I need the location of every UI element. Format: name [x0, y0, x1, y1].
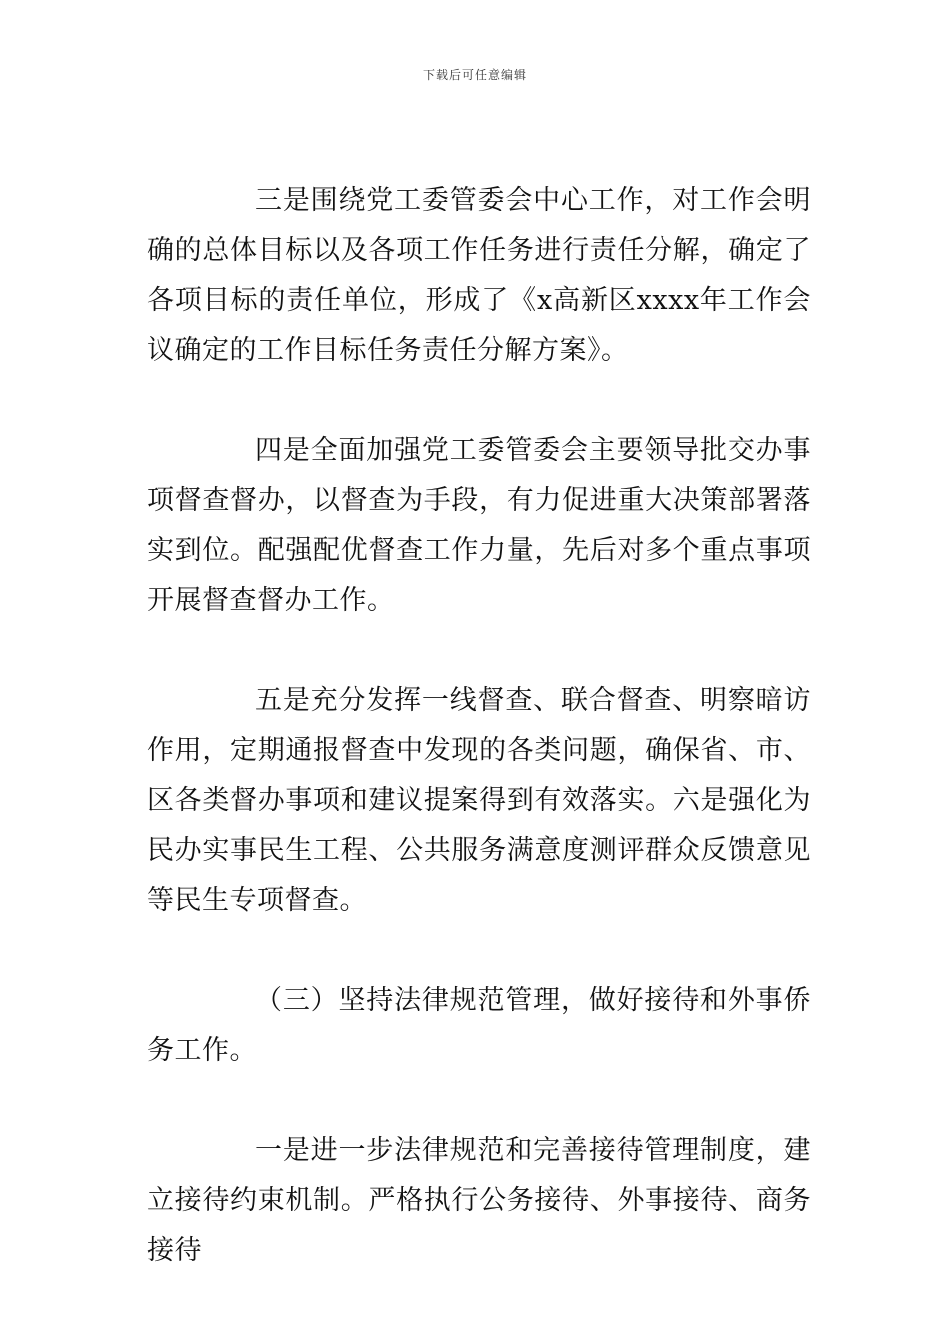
paragraph-reception-rules: 一是进一步法律规范和完善接待管理制度，建立接待约束机制。严格执行公务接待、外事接待、商务接待 [147, 1135, 811, 1266]
page-header-note: 下载后可任意编辑 [422, 68, 527, 82]
document-body [147, 176, 811, 1326]
paragraph-supervision: 四是全面加强党工委管委会主要领导批交办事项督查督办，以督查为手段，有力促进重大决策部署落实到位。配强配优督查工作力量，先后对多个重点事项开展督查督办工作。 [147, 435, 811, 616]
paragraph-task-decomposition: 三是围绕党工委管委会中心工作，对工作会明确的总体目标以及各项工作任务进行责任分解，确定了各项目标的责任单位，形成了《x高新区xxxx年工作会议确定的工作目标任务责任分解方案》。 [147, 185, 811, 366]
paragraph-frontline-supervision: 五是充分发挥一线督查、联合督查、明察暗访作用，定期通报督查中发现的各类问题，确保省、市、区各类督办事项和建议提案得到有效落实。六是强化为民办实事民生工程、公共服务满意度测评群众反馈意见等民生专项督查。 [147, 685, 811, 916]
section-heading-reception: （三）坚持法律规范管理，做好接待和外事侨务工作。 [147, 985, 811, 1066]
